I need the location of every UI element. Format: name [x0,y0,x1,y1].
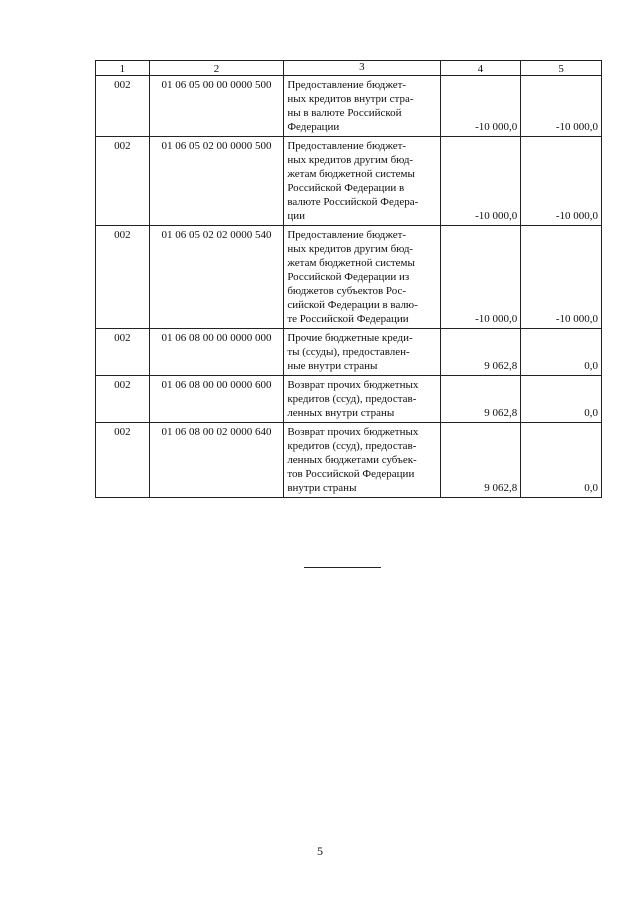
description-cell [284,137,440,226]
amount-col4-cell: 9 062,8 [440,376,521,423]
amount-col4-cell: -10 000,0 [440,226,521,329]
admin-code-cell: 002 [96,376,150,423]
admin-code-cell: 002 [96,226,150,329]
table-row [96,137,602,226]
admin-code-cell: 002 [96,76,150,137]
description-cell [284,76,440,137]
amount-col4-cell: -10 000,0 [440,137,521,226]
classification-code-cell: 01 06 08 00 00 0000 600 [149,376,284,423]
column-header-3: 3 [284,61,440,76]
admin-code-cell: 002 [96,329,150,376]
amount-col4-cell: 9 062,8 [440,423,521,498]
page-number: 5 [317,844,323,858]
classification-code-cell: 01 06 05 02 02 0000 540 [149,226,284,329]
amount-col4-cell: -10 000,0 [440,76,521,137]
description-text: Предоставление бюджет- ных кредитов другим бюд- жетам бюджетной системы Российской Федерации в валюте Российской Федера- ции [287,140,419,222]
table-row [96,423,602,498]
amount-col5-cell: 0,0 [521,329,602,376]
description-text: Возврат прочих бюджетных кредитов (ссуд), предостав- ленных бюджетами субъек- тов Российской Федерации внутри страны [287,426,419,494]
admin-code-cell: 002 [96,137,150,226]
table-row [96,329,602,376]
table-header-row [96,61,602,76]
amount-col5-cell: -10 000,0 [521,76,602,137]
amount-col5-cell: 0,0 [521,423,602,498]
column-header-2: 2 [149,61,284,76]
description-text: Прочие бюджетные креди- ты (ссуды), предоставлен- ные внутри страны [287,332,413,372]
description-cell [284,329,440,376]
description-cell [284,376,440,423]
closing-separator-line [304,567,381,568]
column-header-1: 1 [96,61,150,76]
description-text: Предоставление бюджет- ных кредитов другим бюд- жетам бюджетной системы Российской Федерации из бюджетов субъектов Рос- сийской Федерации в валю- те Российской Федерации [287,229,418,325]
amount-col4-cell: 9 062,8 [440,329,521,376]
table-row [96,76,602,137]
amount-col5-cell: -10 000,0 [521,226,602,329]
amount-col5-cell: 0,0 [521,376,602,423]
description-text: Возврат прочих бюджетных кредитов (ссуд), предостав- ленных внутри страны [287,379,419,419]
amount-col5-cell: -10 000,0 [521,137,602,226]
classification-code-cell: 01 06 08 00 02 0000 640 [149,423,284,498]
classification-code-cell: 01 06 05 00 00 0000 500 [149,76,284,137]
table-row [96,376,602,423]
budget-sources-table [95,60,602,498]
classification-code-cell: 01 06 05 02 00 0000 500 [149,137,284,226]
table-row [96,226,602,329]
description-text: Предоставление бюджет- ных кредитов внутри стра- ны в валюте Российской Федерации [287,79,414,133]
admin-code-cell: 002 [96,423,150,498]
column-header-4: 4 [440,61,521,76]
column-header-5: 5 [521,61,602,76]
description-cell [284,226,440,329]
classification-code-cell: 01 06 08 00 00 0000 000 [149,329,284,376]
description-cell [284,423,440,498]
